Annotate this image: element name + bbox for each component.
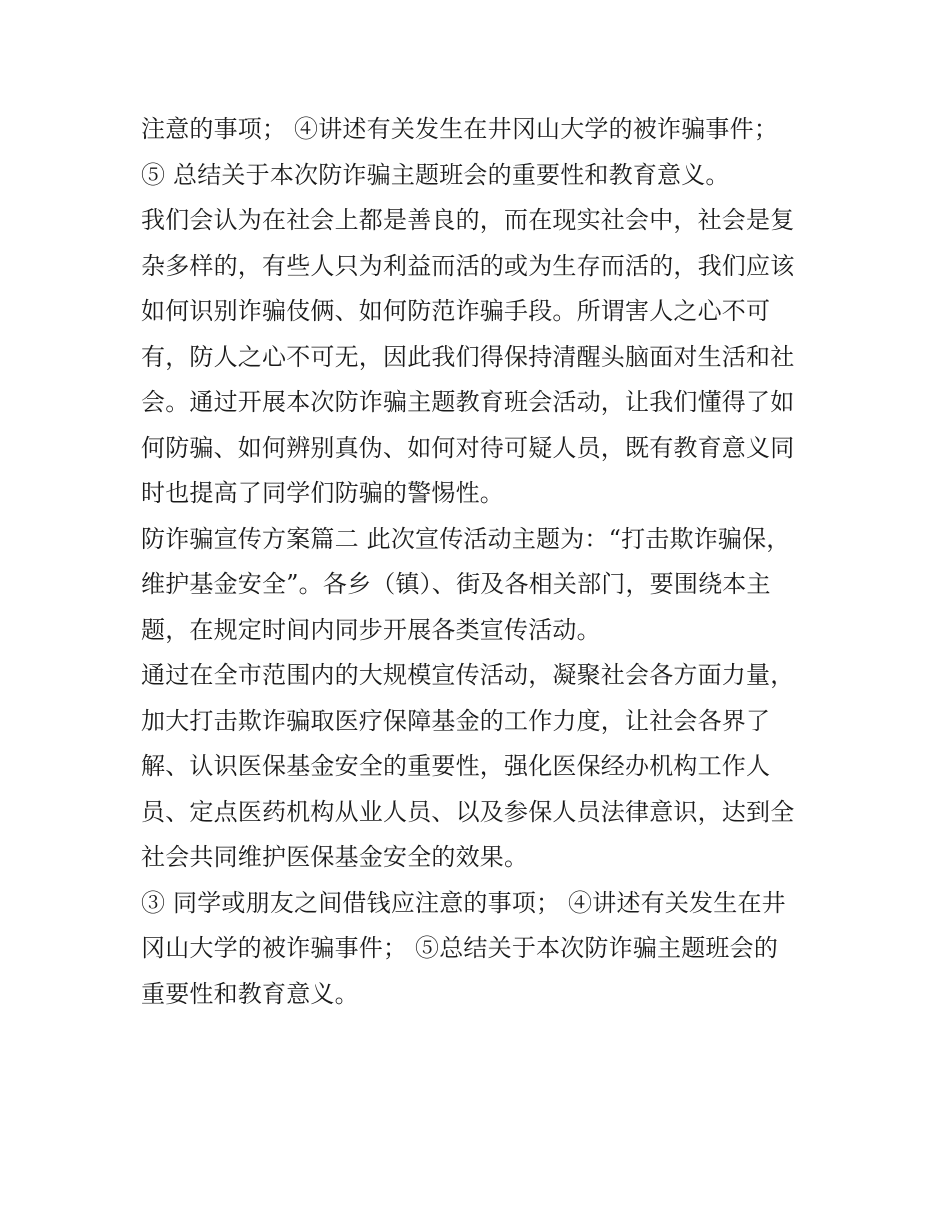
text-line: 通过在全市范围内的大规模宣传活动，凝聚社会各方面力量，: [141, 661, 795, 689]
text-line: 解、认识医保基金安全的重要性，强化医保经办机构工作人: [141, 752, 771, 780]
text-line: 员、定点医药机构从业人员、以及参保人员法律意识，达到全: [141, 797, 795, 826]
text-line: 有，防人之心不可无，因此我们得保持清醒头脑面对生活和社: [141, 342, 795, 371]
text-line: ③ 同学或朋友之间借钱应注意的事项； ④讲述有关发生在井: [141, 888, 786, 917]
text-line: ⑤ 总结关于本次防诈骗主题班会的重要性和教育意义。: [141, 160, 730, 189]
text-line: 冈山大学的被诈骗事件； ⑤总结关于本次防诈骗主题班会的: [141, 934, 779, 962]
text-line: 题，在规定时间内同步开展各类宣传活动。: [141, 615, 601, 644]
document-body: [141, 107, 821, 1017]
text-line: 防诈骗宣传方案篇二 此次宣传活动主题为：“打击欺诈骗保，: [141, 524, 791, 553]
text-line: 会。通过开展本次防诈骗主题教育班会活动，让我们懂得了如: [141, 388, 795, 416]
text-line: 维护基金安全”。各乡（镇）、街及各相关部门，要围绕本主: [141, 570, 771, 598]
text-line: 加大打击欺诈骗取医疗保障基金的工作力度，让社会各界了: [141, 706, 771, 735]
text-line: 如何识别诈骗伎俩、如何防范诈骗手段。所谓害人之心不可: [141, 297, 771, 325]
text-line: 重要性和教育意义。: [141, 979, 359, 1008]
text-line: 杂多样的，有些人只为利益而活的或为生存而活的，我们应该: [141, 251, 795, 280]
text-line: 我们会认为在社会上都是善良的，而在现实社会中，社会是复: [141, 206, 795, 234]
text-line: 注意的事项； ④讲述有关发生在井冈山大学的被诈骗事件；: [141, 115, 779, 143]
text-line: 何防骗、如何辨别真伪、如何对待可疑人员，既有教育意义同: [141, 433, 795, 462]
text-line: 时也提高了同学们防骗的警惕性。: [141, 479, 504, 507]
text-line: 社会共同维护医保基金安全的效果。: [141, 843, 529, 871]
